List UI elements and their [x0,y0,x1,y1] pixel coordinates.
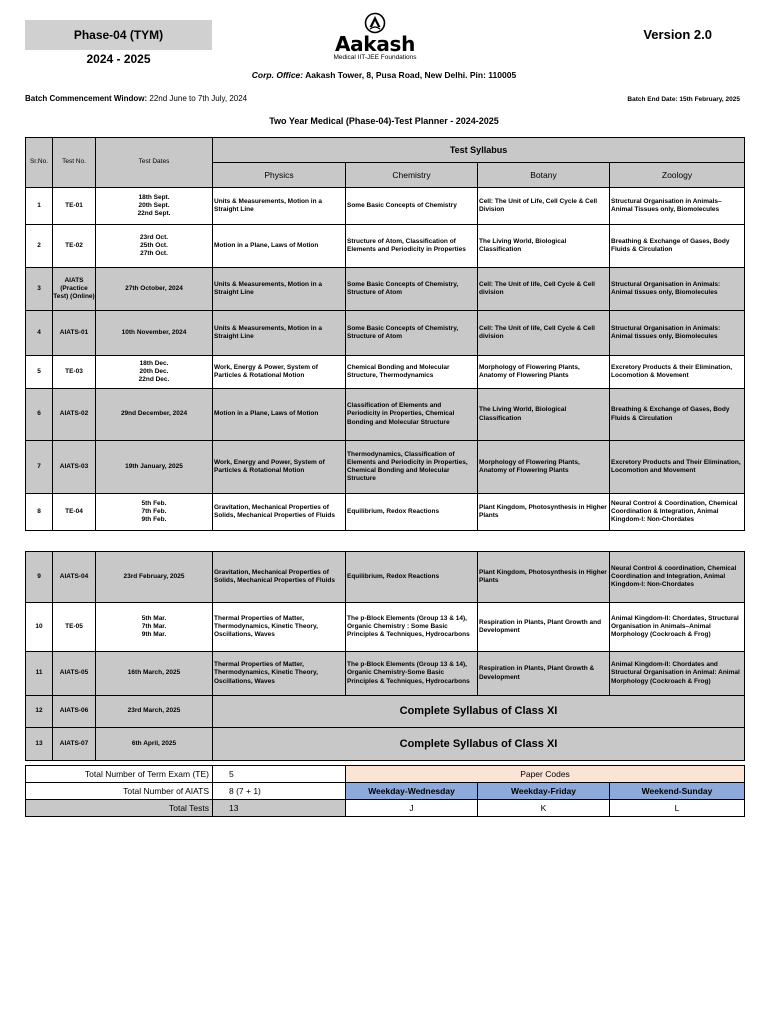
botany-cell: Morphology of Flowering Plants, Anatomy of Flowering Plants [478,441,610,494]
chemistry-cell: Classification of Elements and Periodicity in Properties, Chemical Bonding and Molecular Structure [346,389,478,441]
botany-cell: Morphology of Flowering Plants, Anatomy of Flowering Plants [478,356,610,389]
paper-code: J [346,800,478,817]
test-planner-table [25,137,745,531]
planner-title: Two Year Medical (Phase-04)-Test Planner - 2024-2025 [269,116,499,126]
test-dates-cell: 6th April, 2025 [96,728,213,761]
zoology-cell: Neural Control & Coordination, Chemical Coordination & Integration, Animal Kingdom-I: Non-Chordates [610,494,745,531]
complete-syllabus-cell: Complete Syllabus of Class XI [213,696,745,728]
zoology-cell: Excretory Products & their Elimination, Locomotion & Movement [610,356,745,389]
sr-no-cell: 4 [26,311,53,356]
totals-table [25,765,745,817]
zoology-cell: Breathing & Exchange of Gases, Body Fluids & Circulation [610,225,745,268]
chemistry-cell: Structure of Atom, Classification of Elements and Periodicity in Properties [346,225,478,268]
chemistry-cell: Equilibrium, Redox Reactions [346,494,478,531]
zoology-cell: Breathing & Exchange of Gases, Body Fluids & Circulation [610,389,745,441]
test-dates-cell: 10th November, 2024 [96,311,213,356]
sr-no-cell: 10 [26,603,53,652]
logo-tagline: Medical IIT-JEE Foundations [333,54,417,61]
sr-no-cell: 3 [26,268,53,311]
logo-emblem-icon [364,12,386,34]
chemistry-cell: The p-Block Elements (Group 13 & 14), Organic Chemistry-Some Basic Principles & Techniques, Hydrocarbons [346,652,478,696]
botany-cell: Cell: The Unit of Life, Cell Cycle & Cell Division [478,188,610,225]
botany-cell: Cell: The Unit of life, Cell Cycle & Cell division [478,268,610,311]
corp-office-label: Corp. Office: [251,70,304,80]
table-row [26,603,745,652]
col-header-chemistry: Chemistry [346,163,478,188]
col-header-physics: Physics [213,163,346,188]
test-no-cell: AIATS-06 [53,696,96,728]
test-dates-cell: 5th Mar. 7th Mar. 9th Mar. [96,603,213,652]
test-no-cell: TE-04 [53,494,96,531]
physics-cell: Units & Measurements, Motion in a Straight Line [213,188,346,225]
sr-no-cell: 5 [26,356,53,389]
test-dates-cell: 16th March, 2025 [96,652,213,696]
botany-cell: Cell: The Unit of life, Cell Cycle & Cell division [478,311,610,356]
sr-no-cell: 12 [26,696,53,728]
paper-code: K [478,800,610,817]
table-row [26,652,745,696]
physics-cell: Units & Measurements, Motion in a Straight Line [213,311,346,356]
batch-window [25,94,247,103]
physics-cell: Gravitation, Mechanical Properties of Solids, Mechanical Properties of Fluids [213,552,346,603]
botany-cell: The Living World, Biological Classification [478,389,610,441]
aakash-logo [328,12,422,68]
col-header-sr: Sr.No. [26,138,53,188]
test-dates-cell: 19th January, 2025 [96,441,213,494]
physics-cell: Motion in a Plane, Laws of Motion [213,225,346,268]
col-header-syllabus: Test Syllabus [213,138,745,163]
test-no-cell: TE-02 [53,225,96,268]
botany-cell: The Living World, Biological Classification [478,225,610,268]
chemistry-cell: Some Basic Concepts of Chemistry [346,188,478,225]
botany-cell: Plant Kingdom, Photosynthesis in Higher Plants [478,494,610,531]
test-dates-cell: 5th Feb. 7th Feb. 9th Feb. [96,494,213,531]
botany-cell: Respiration in Plants, Plant Growth & Development [478,652,610,696]
sr-no-cell: 13 [26,728,53,761]
test-dates-cell: 23rd Oct. 25th Oct. 27th Oct. [96,225,213,268]
sr-no-cell: 8 [26,494,53,531]
physics-cell: Work, Energy & Power, System of Particles & Rotational Motion [213,356,346,389]
physics-cell: Units & Measurements, Motion in a Straight Line [213,268,346,311]
sr-no-cell: 6 [26,389,53,441]
paper-codes-header: Paper Codes [346,766,745,783]
test-no-cell: AIATS-04 [53,552,96,603]
col-header-test-no: Test No. [53,138,96,188]
table-row [26,389,745,441]
chemistry-cell: The p-Block Elements (Group 13 & 14), Organic Chemistry : Some Basic Principles & Techniques, Hydrocarbons [346,603,478,652]
chemistry-cell: Some Basic Concepts of Chemistry, Structure of Atom [346,268,478,311]
zoology-cell: Neural Control & coordination, Chemical Coordination and Integration, Animal Kingdom-I: Non-Chordates [610,552,745,603]
test-no-cell: TE-01 [53,188,96,225]
table-row [26,311,745,356]
test-no-cell: TE-03 [53,356,96,389]
zoology-cell: Animal Kingdom-II: Chordates and Structural Organisation in Animal: Animal Morphology (Cockroach & Frog) [610,652,745,696]
test-dates-cell: 23rd February, 2025 [96,552,213,603]
paper-code-day: Weekday-Friday [478,783,610,800]
test-dates-cell: 18th Dec. 20th Dec. 22nd Dec. [96,356,213,389]
chemistry-cell: Chemical Bonding and Molecular Structure, Thermodynamics [346,356,478,389]
botany-cell: Respiration in Plants, Plant Growth and Development [478,603,610,652]
chemistry-cell: Some Basic Concepts of Chemistry, Structure of Atom [346,311,478,356]
batch-window-label: Batch Commencement Window: [25,94,148,103]
complete-syllabus-cell: Complete Syllabus of Class XI [213,728,745,761]
col-header-botany: Botany [478,163,610,188]
test-no-cell: AIATS-07 [53,728,96,761]
sr-no-cell: 2 [26,225,53,268]
sr-no-cell: 11 [26,652,53,696]
table-row [26,356,745,389]
test-no-cell: AIATS-05 [53,652,96,696]
sr-no-cell: 1 [26,188,53,225]
test-no-cell: AIATS (Practice Test) (Online) [53,268,96,311]
test-dates-cell: 18th Sept. 20th Sept. 22nd Sept. [96,188,213,225]
col-header-zoology: Zoology [610,163,745,188]
corp-office-address: Aakash Tower, 8, Pusa Road, New Delhi. Pin: 110005 [305,70,517,80]
sr-no-cell: 7 [26,441,53,494]
col-header-dates: Test Dates [96,138,213,188]
sr-no-cell: 9 [26,552,53,603]
paper-code-day: Weekend-Sunday [610,783,745,800]
paper-code-day: Weekday-Wednesday [346,783,478,800]
physics-cell: Thermal Properties of Matter, Thermodynamics, Kinetic Theory, Oscillations, Waves [213,603,346,652]
total-aiats-value: 8 (7 + 1) [213,783,346,800]
total-te-value: 5 [213,766,346,783]
test-no-cell: AIATS-01 [53,311,96,356]
paper-code: L [610,800,745,817]
test-no-cell: AIATS-02 [53,389,96,441]
total-te-label: Total Number of Term Exam (TE) [26,766,213,783]
version-label: Version 2.0 [643,27,712,42]
batch-end-date: Batch End Date: 15th February, 2025 [627,96,740,103]
test-dates-cell: 23rd March, 2025 [96,696,213,728]
test-planner-table-continued [25,551,745,761]
physics-cell: Work, Energy and Power, System of Particles & Rotational Motion [213,441,346,494]
botany-cell: Plant Kingdom, Photosynthesis in Higher Plants [478,552,610,603]
total-tests-value: 13 [213,800,346,817]
physics-cell: Gravitation, Mechanical Properties of Solids, Mechanical Properties of Fluids [213,494,346,531]
table-row [26,188,745,225]
table-row [26,225,745,268]
test-no-cell: AIATS-03 [53,441,96,494]
zoology-cell: Animal Kingdom-II: Chordates, Structural Organisation in Animals–Animal Morphology (Cockroach & Frog) [610,603,745,652]
table-row [26,441,745,494]
zoology-cell: Excretory Products and Their Elimination, Locomotion and Movement [610,441,745,494]
table-row [26,552,745,603]
table-row [26,268,745,311]
physics-cell: Motion in a Plane, Laws of Motion [213,389,346,441]
corp-office [0,70,768,80]
table-row [26,696,745,728]
physics-cell: Thermal Properties of Matter, Thermodynamics, Kinetic Theory, Oscillations, Waves [213,652,346,696]
test-no-cell: TE-05 [53,603,96,652]
test-dates-cell: 27th October, 2024 [96,268,213,311]
table-row [26,494,745,531]
zoology-cell: Structural Organisation in Animals: Animal tissues only, Biomolecules [610,268,745,311]
total-tests-label: Total Tests [26,800,213,817]
logo-wordmark: Aakash [334,32,416,56]
zoology-cell: Structural Organisation in Animals–Animal Tissues only, Biomolecules [610,188,745,225]
chemistry-cell: Equilibrium, Redox Reactions [346,552,478,603]
academic-year: 2024 - 2025 [86,52,151,66]
chemistry-cell: Thermodynamics, Classification of Elements and Periodicity in Properties, Chemical Bonding and Molecular Structure [346,441,478,494]
batch-window-value: 22nd June to 7th July, 2024 [149,94,248,103]
table-row [26,728,745,761]
test-dates-cell: 29nd December, 2024 [96,389,213,441]
phase-label: Phase-04 (TYM) [25,20,212,50]
total-aiats-label: Total Number of AIATS [26,783,213,800]
zoology-cell: Structural Organisation in Animals: Animal tissues only, Biomolecules [610,311,745,356]
